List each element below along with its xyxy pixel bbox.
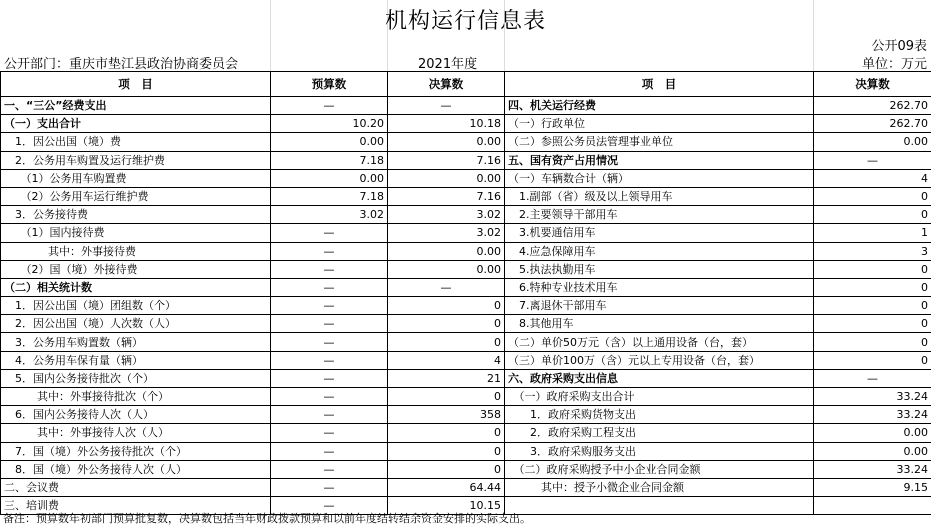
table-row — [1, 297, 931, 315]
item-cell-right: 2．政府采购工程支出 — [505, 424, 814, 442]
final-cell-right: 262.70 — [814, 115, 931, 133]
item-cell-right: 3．政府采购服务支出 — [505, 442, 814, 460]
budget-cell: — — [271, 369, 388, 387]
final-cell: 21 — [388, 369, 505, 387]
final-cell-right: 0 — [814, 297, 931, 315]
budget-cell: — — [271, 315, 388, 333]
item-cell: 2．因公出国（境）人次数（人） — [1, 315, 271, 333]
table-row — [1, 224, 931, 242]
item-cell: （1）公务用车购置费 — [1, 169, 271, 187]
budget-cell: — — [271, 388, 388, 406]
table-row — [1, 460, 931, 478]
budget-cell: — — [271, 260, 388, 278]
final-cell-right: 0.00 — [814, 424, 931, 442]
table-row — [1, 133, 931, 151]
table-row — [1, 333, 931, 351]
final-cell-right: 1 — [814, 224, 931, 242]
final-cell: 7.16 — [388, 151, 505, 169]
item-cell-right: 5.执法执勤用车 — [505, 260, 814, 278]
item-cell-right: 1.副部（省）级及以上领导用车 — [505, 187, 814, 205]
table-row — [1, 388, 931, 406]
final-cell: 0 — [388, 442, 505, 460]
col-header-item-right: 项 目 — [505, 72, 814, 97]
item-cell: 3．公务用车购置数（辆） — [1, 333, 271, 351]
item-cell-right: （一）行政单位 — [505, 115, 814, 133]
footnote: 备注：预算数年初部门预算批复数，决算数包括当年财政拨款预算和以前年度结转结余资金安排的实际支出。 — [3, 512, 531, 525]
final-cell: 0 — [388, 460, 505, 478]
budget-cell: — — [271, 406, 388, 424]
final-cell-right: 33.24 — [814, 388, 931, 406]
final-cell-right: 9.15 — [814, 478, 931, 496]
budget-cell: — — [271, 297, 388, 315]
item-cell: 1．因公出国（境）费 — [1, 133, 271, 151]
table-row — [1, 242, 931, 260]
item-cell: 三、培训费 — [1, 497, 271, 515]
final-cell: 64.44 — [388, 478, 505, 496]
budget-cell: 0.00 — [271, 169, 388, 187]
final-cell: 3.02 — [388, 206, 505, 224]
final-cell: 0 — [388, 315, 505, 333]
table-row — [1, 442, 931, 460]
budget-cell: — — [271, 442, 388, 460]
budget-cell: 3.02 — [271, 206, 388, 224]
final-cell-right: 262.70 — [814, 97, 931, 115]
item-cell-right: 4.应急保障用车 — [505, 242, 814, 260]
item-cell: （1）国内接待费 — [1, 224, 271, 242]
fiscal-year: 2021年度 — [418, 57, 478, 72]
budget-cell: — — [271, 224, 388, 242]
item-cell-right: 六、政府采购支出信息 — [505, 369, 814, 387]
item-cell: 二、会议费 — [1, 478, 271, 496]
budget-cell: 0.00 — [271, 133, 388, 151]
final-cell: 10.18 — [388, 115, 505, 133]
final-cell-right: 3 — [814, 242, 931, 260]
table-code: 公开09表 — [871, 39, 927, 54]
table-row — [1, 406, 931, 424]
budget-cell: — — [271, 97, 388, 115]
item-cell-right: 3.机要通信用车 — [505, 224, 814, 242]
final-cell: 0 — [388, 388, 505, 406]
final-cell-right: 0 — [814, 187, 931, 205]
item-cell-right: （一）政府采购支出合计 — [505, 388, 814, 406]
table-title: 机构运行信息表 — [384, 9, 546, 34]
header-row — [1, 72, 931, 97]
final-cell: — — [388, 97, 505, 115]
table-row — [1, 97, 931, 115]
unit-label: 单位：万元 — [861, 57, 927, 72]
table-row — [1, 369, 931, 387]
final-cell: 0.00 — [388, 169, 505, 187]
final-cell: 0.00 — [388, 260, 505, 278]
item-cell: （二）相关统计数 — [1, 278, 271, 296]
item-cell: 5．国内公务接待批次（个） — [1, 369, 271, 387]
final-cell: 0.00 — [388, 242, 505, 260]
col-header-final-right: 决算数 — [814, 72, 931, 97]
budget-cell: 7.18 — [271, 187, 388, 205]
table-row — [1, 151, 931, 169]
table-row — [1, 278, 931, 296]
item-cell: 6．国内公务接待人次（人） — [1, 406, 271, 424]
budget-cell: — — [271, 497, 388, 515]
col-header-final: 决算数 — [388, 72, 505, 97]
budget-cell: — — [271, 424, 388, 442]
final-cell: 0 — [388, 424, 505, 442]
table-row — [1, 351, 931, 369]
table-row — [1, 315, 931, 333]
final-cell-right: 33.24 — [814, 460, 931, 478]
item-cell-right: 五、国有资产占用情况 — [505, 151, 814, 169]
table-row — [1, 115, 931, 133]
final-cell-right: 0 — [814, 333, 931, 351]
final-cell: 10.15 — [388, 497, 505, 515]
item-cell-right: 8.其他用车 — [505, 315, 814, 333]
item-cell: 其中：外事接待费 — [1, 242, 271, 260]
item-cell: 其中：外事接待批次（个） — [1, 388, 271, 406]
budget-cell: — — [271, 278, 388, 296]
item-cell-right — [505, 497, 814, 515]
budget-cell: — — [271, 242, 388, 260]
col-header-budget: 预算数 — [271, 72, 388, 97]
item-cell-right: （一）车辆数合计（辆） — [505, 169, 814, 187]
item-cell: 7．国（境）外公务接待批次（个） — [1, 442, 271, 460]
final-cell-right: 0.00 — [814, 133, 931, 151]
final-cell-right: 0.00 — [814, 442, 931, 460]
final-cell: 3.02 — [388, 224, 505, 242]
item-cell-right: （三）单价100万（含）元以上专用设备（台，套） — [505, 351, 814, 369]
final-cell: 7.16 — [388, 187, 505, 205]
final-cell: 0 — [388, 297, 505, 315]
final-cell-right: 0 — [814, 260, 931, 278]
final-cell-right: 4 — [814, 169, 931, 187]
final-cell-right: 0 — [814, 206, 931, 224]
final-cell-right: 0 — [814, 278, 931, 296]
final-cell: — — [388, 278, 505, 296]
item-cell-right: 7.离退休干部用车 — [505, 297, 814, 315]
budget-cell: 10.20 — [271, 115, 388, 133]
budget-cell: — — [271, 460, 388, 478]
item-cell: 一、“三公”经费支出 — [1, 97, 271, 115]
budget-cell: 7.18 — [271, 151, 388, 169]
item-cell-right: 其中：授予小微企业合同金额 — [505, 478, 814, 496]
item-cell-right: （二）政府采购授予中小企业合同金额 — [505, 460, 814, 478]
final-cell-right: 0 — [814, 315, 931, 333]
item-cell-right: （二）参照公务员法管理事业单位 — [505, 133, 814, 151]
final-cell-right: 0 — [814, 351, 931, 369]
item-cell-right: 6.特种专业技术用车 — [505, 278, 814, 296]
table-row — [1, 206, 931, 224]
final-cell-right: — — [814, 151, 931, 169]
table-row — [1, 169, 931, 187]
table-row — [1, 187, 931, 205]
item-cell-right: 2.主要领导干部用车 — [505, 206, 814, 224]
item-cell: 8．国（境）外公务接待人次（人） — [1, 460, 271, 478]
final-cell-right: 33.24 — [814, 406, 931, 424]
item-cell: （2）公务用车运行维护费 — [1, 187, 271, 205]
item-cell: 4．公务用车保有量（辆） — [1, 351, 271, 369]
budget-cell: — — [271, 333, 388, 351]
info-table — [0, 71, 931, 515]
budget-cell: — — [271, 478, 388, 496]
final-cell: 0.00 — [388, 133, 505, 151]
item-cell-right: 1．政府采购货物支出 — [505, 406, 814, 424]
item-cell: 2．公务用车购置及运行维护费 — [1, 151, 271, 169]
item-cell: （2）国（境）外接待费 — [1, 260, 271, 278]
item-cell: （一）支出合计 — [1, 115, 271, 133]
table-row — [1, 478, 931, 496]
item-cell: 其中：外事接待人次（人） — [1, 424, 271, 442]
final-cell-right: — — [814, 369, 931, 387]
final-cell: 0 — [388, 333, 505, 351]
table-row — [1, 424, 931, 442]
budget-cell: — — [271, 351, 388, 369]
item-cell: 1．因公出国（境）团组数（个） — [1, 297, 271, 315]
final-cell-right — [814, 497, 931, 515]
final-cell: 358 — [388, 406, 505, 424]
item-cell-right: （二）单价50万元（含）以上通用设备（台，套） — [505, 333, 814, 351]
final-cell: 4 — [388, 351, 505, 369]
department-label: 公开部门：重庆市垫江县政治协商委员会 — [4, 57, 239, 72]
col-header-item: 项 目 — [1, 72, 271, 97]
item-cell: 3．公务接待费 — [1, 206, 271, 224]
table-row — [1, 260, 931, 278]
item-cell-right: 四、机关运行经费 — [505, 97, 814, 115]
